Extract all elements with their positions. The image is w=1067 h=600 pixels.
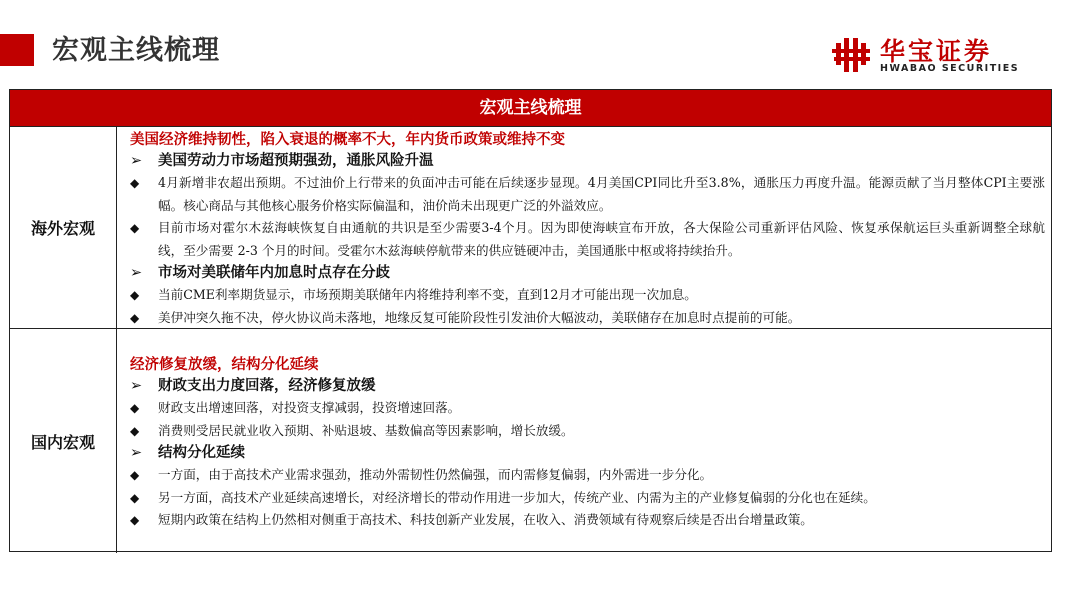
bullet-item: ◆ 短期内政策在结构上仍然相对侧重于高技术、科技创新产业发展，在收入、消费领域有待观察后续是否出台增量政策。 [130, 509, 1045, 532]
diamond-bullet-icon: ◆ [130, 423, 140, 438]
diamond-bullet-icon: ◆ [130, 288, 140, 302]
arrow-bullet-icon: ➢ [130, 445, 143, 461]
domestic-row [10, 328, 1051, 553]
diamond-bullet-icon: ◆ [130, 468, 140, 482]
arrow-bullet-icon: ➢ [130, 153, 143, 169]
overseas-content [130, 130, 1045, 329]
domestic-headline: 经济修复放缓，结构分化延续 [130, 357, 319, 373]
title-accent-bar [0, 34, 34, 66]
bullet-item: ◆ 当前CME利率期货显示，市场预期美联储年内将维持利率不变，直到12月才可能出现一次加息。 [130, 284, 1045, 307]
logo-chinese-text: 华宝证券 [880, 37, 993, 66]
arrow-bullet-icon: ➢ [130, 265, 143, 281]
overseas-label: 海外宏观 [10, 127, 117, 328]
company-logo [832, 32, 1032, 76]
bullet-item: ◆ 4月新增非农超出预期。不过油价上行带来的负面冲击可能在后续逐步显现。4月美国CPI同比升至3.8%，通胀压力再度升温。能源贡献了当月整体CPI主要涨幅。核心商品与其他核心服务价格实际偏温和，油价尚未出现更广泛的外溢效应。 [130, 172, 1045, 217]
diamond-bullet-icon: ◆ [130, 221, 140, 235]
diamond-bullet-icon: ◆ [130, 401, 140, 415]
domestic-content [130, 355, 1045, 532]
arrow-bullet-icon: ➢ [130, 378, 143, 394]
bullet-item: ◆ 另一方面，高技术产业延续高速增长，对经济增长的带动作用进一步加大，传统产业、内需为主的产业修复偏弱的分化也在延续。 [130, 487, 1045, 510]
bullet-item: ◆ 一方面，由于高技术产业需求强劲，推动外需韧性仍然偏强，而内需修复偏弱，内外需进一步分化。 [130, 464, 1045, 487]
diamond-bullet-icon: ◆ [130, 176, 140, 190]
overseas-section-title: ➢ 市场对美联储年内加息时点存在分歧 [130, 262, 1045, 284]
domestic-section-title: ➢ 财政支出力度回落，经济修复放缓 [130, 375, 1045, 397]
overseas-row [10, 126, 1051, 328]
overseas-section-title: ➢ 美国劳动力市场超预期强劲，通胀风险升温 [130, 150, 1045, 172]
bullet-item: ◆ 消费则受居民就业收入预期、补贴退坡、基数偏高等因素影响，增长放缓。 [130, 420, 1045, 443]
table-header: 宏观主线梳理 [10, 90, 1051, 126]
domestic-section-title: ➢ 结构分化延续 [130, 442, 1045, 464]
diamond-bullet-icon: ◆ [130, 490, 140, 505]
hwabao-logo-icon [832, 34, 872, 74]
overseas-headline: 美国经济维持韧性，陷入衰退的概率不大，年内货币政策或维持不变 [130, 132, 565, 148]
logo-english-text: HWABAO SECURITIES [880, 63, 1020, 74]
domestic-label: 国内宏观 [10, 329, 117, 553]
bullet-item: ◆ 目前市场对霍尔木兹海峡恢复自由通航的共识是至少需要3-4个月。因为即使海峡宣布开放，各大保险公司重新评估风险、恢复承保航运巨头重新调整全球航线，至少需要 2-3 个月的时间。受霍尔木兹海峡停航带来的供应链硬冲击，美国通胀中枢或将持续抬升。 [130, 217, 1045, 262]
diamond-bullet-icon: ◆ [130, 513, 140, 527]
bullet-item: ◆ 美伊冲突久拖不决，停火协议尚未落地，地缘反复可能阶段性引发油价大幅波动，美联储存在加息时点提前的可能。 [130, 307, 1045, 330]
macro-summary-table [9, 89, 1052, 552]
bullet-item: ◆ 财政支出增速回落，对投资支撑减弱，投资增速回落。 [130, 397, 1045, 420]
page-title: 宏观主线梳理 [52, 35, 220, 66]
diamond-bullet-icon: ◆ [130, 310, 140, 325]
